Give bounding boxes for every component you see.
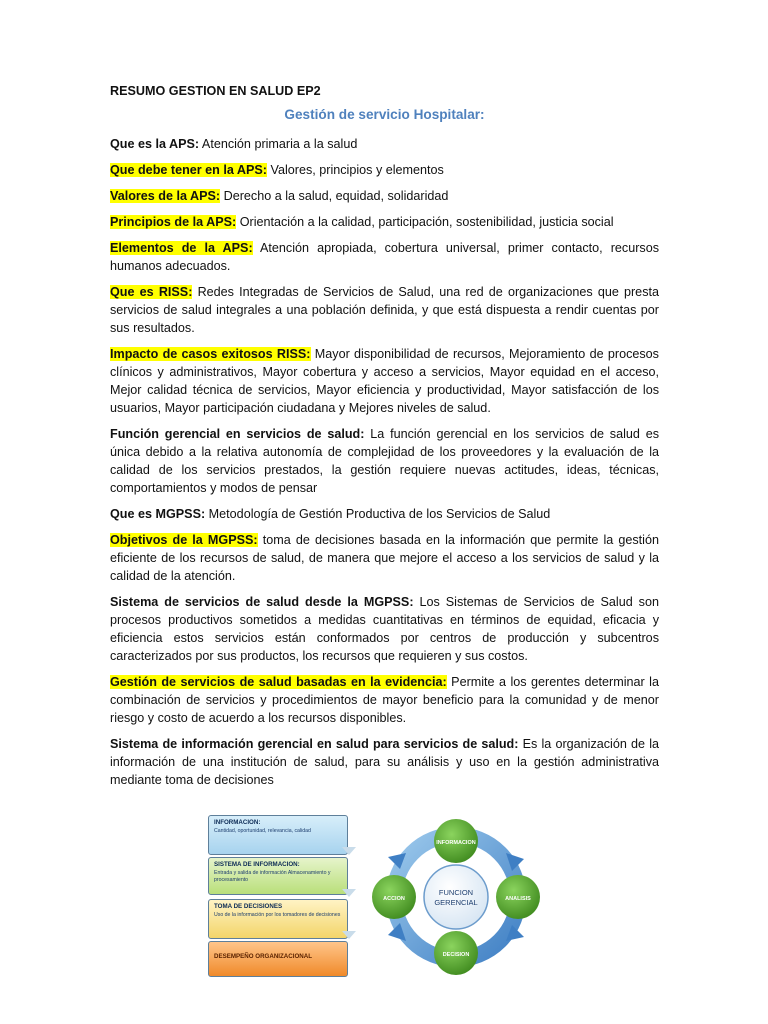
definition-text: Derecho a la salud, equidad, solidaridad [220, 189, 449, 203]
down-arrow-icon [342, 931, 356, 939]
definition-text: Atención primaria a la salud [199, 137, 358, 151]
management-figure [206, 813, 546, 981]
flow-box-toma-decisiones [208, 899, 348, 939]
summary-paragraph [110, 187, 659, 205]
summary-paragraph [110, 135, 659, 153]
term-label: Función gerencial en servicios de salud: [110, 427, 365, 441]
flow-box-title: INFORMACION: [214, 819, 261, 826]
summary-paragraph [110, 505, 659, 523]
document-title: RESUMO GESTION EN SALUD EP2 [110, 84, 321, 98]
highlighted-term: Que debe tener en la APS: [110, 163, 267, 177]
document-page [110, 84, 659, 797]
flow-box-informacion [208, 815, 348, 855]
down-arrow-icon [342, 847, 356, 855]
term-label: Que es MGPSS: [110, 507, 206, 521]
summary-paragraph [110, 531, 659, 585]
definition-text: Metodología de Gestión Productiva de los Servicios de Salud [205, 507, 551, 521]
definition-text: Valores, principios y elementos [267, 163, 444, 177]
highlighted-term: Que es RISS: [110, 285, 193, 299]
definition-text: toma de decisiones basada en la información que permite la gestión eficiente de los recursos de salud, de manera que mejore el acceso a los servicios de salud y la calidad de la atención. [110, 533, 659, 583]
highlighted-term: Gestión de servicios de salud basadas en la evidencia: [110, 675, 447, 689]
flow-box-desc: Cantidad, oportunidad, relevancia, calidad [214, 828, 311, 834]
term-label: Que es la APS: [110, 137, 200, 151]
cycle-center-label-1: FUNCION [438, 888, 474, 897]
definition-text: La función gerencial en los servicios de salud es única debido a la relativa autonomía de complejidad de los proveedores y la evaluación de la calidad de los servicios prestados, la gestión requiere nuevas actitudes, ideas, técnicas, comportamientos y modos de pensar [110, 427, 659, 495]
section-subtitle: Gestión de servicio Hospitalar: [284, 107, 485, 122]
highlighted-term: Objetivos de la MGPSS: [110, 533, 258, 547]
summary-paragraph [110, 425, 659, 497]
flow-box-title: SISTEMA DE INFORMACION: [214, 861, 300, 868]
definition-text: Permite a los gerentes determinar la combinación de servicios y procedimientos de mayor beneficio para la comunidad y de menor riesgo y costo de acuerdo a los recursos disponibles. [110, 675, 659, 725]
flow-box-title: TOMA DE DECISIONES [214, 903, 283, 910]
down-arrow-icon [342, 889, 356, 897]
summary-paragraph [110, 213, 659, 231]
highlighted-term: Principios de la APS: [110, 215, 237, 229]
info-flow-diagram [206, 813, 356, 981]
definition-text: Los Sistemas de Servicios de Salud son procesos productivos sometidos a medidas cuantitativas en términos de equidad, eficacia y eficiencia estos servicios están conformados por centros de producción y subcentros caracterizados por sus productos, los recursos que requieren y sus costos. [110, 595, 659, 663]
summary-paragraph [110, 161, 659, 179]
definition-text: Redes Integradas de Servicios de Salud, una red de organizaciones que presta servicios de salud integrales a una población definida, y que está dispuesta a rendir cuentas por sus resultados. [110, 285, 659, 335]
term-label: Sistema de información gerencial en salud para servicios de salud: [110, 737, 519, 751]
summary-paragraph [110, 735, 659, 789]
summary-paragraph [110, 283, 659, 337]
paragraph-list [110, 135, 659, 789]
term-label: Sistema de servicios de salud desde la MGPSS: [110, 595, 414, 609]
cycle-node-label: ANALISIS [505, 896, 531, 902]
flow-box-desempeno [208, 941, 348, 977]
flow-box-desc: Uso de la información por los tomadores de decisiones [214, 912, 341, 918]
cycle-node-label: DECISION [442, 952, 470, 958]
highlighted-term: Valores de la APS: [110, 189, 221, 203]
definition-text: Orientación a la calidad, participación, sostenibilidad, justicia social [236, 215, 614, 229]
summary-paragraph [110, 673, 659, 727]
flow-box-desc: Entrada y salida de información Almacenamiento y procesamiento [214, 870, 331, 883]
definition-text: Es la organización de la información de una institución de salud, para su análisis y uso en la gestión administrativa mediante toma de decisiones [110, 737, 659, 787]
definition-text: Atención apropiada, cobertura universal, primer contacto, recursos humanos adecuados. [110, 241, 659, 273]
summary-paragraph [110, 345, 659, 417]
highlighted-term: Impacto de casos exitosos RISS: [110, 347, 311, 361]
cycle-node-label: ACCION [383, 896, 405, 902]
definition-text: Mayor disponibilidad de recursos, Mejoramiento de procesos clínicos y administrativos, Mayor cobertura y acceso a servicios, Mayor equidad en el acceso, Mejor calidad técnica de servicios, Mayor eficiencia y productividad, Mayor satisfacción de los usuarios, Mayor participación ciudadana y Mejores niveles de salud. [110, 347, 659, 415]
flow-box-sistema [208, 857, 348, 895]
cycle-center [424, 865, 488, 929]
cycle-node-label: INFORMACION [436, 840, 476, 846]
flow-box-title: DESEMPEÑO ORGANIZACIONAL [214, 953, 312, 960]
management-cycle-diagram [366, 813, 546, 981]
highlighted-term: Elementos de la APS: [110, 241, 253, 255]
summary-paragraph [110, 239, 659, 275]
summary-paragraph [110, 593, 659, 665]
cycle-center-label-2: GERENCIAL [434, 898, 478, 907]
